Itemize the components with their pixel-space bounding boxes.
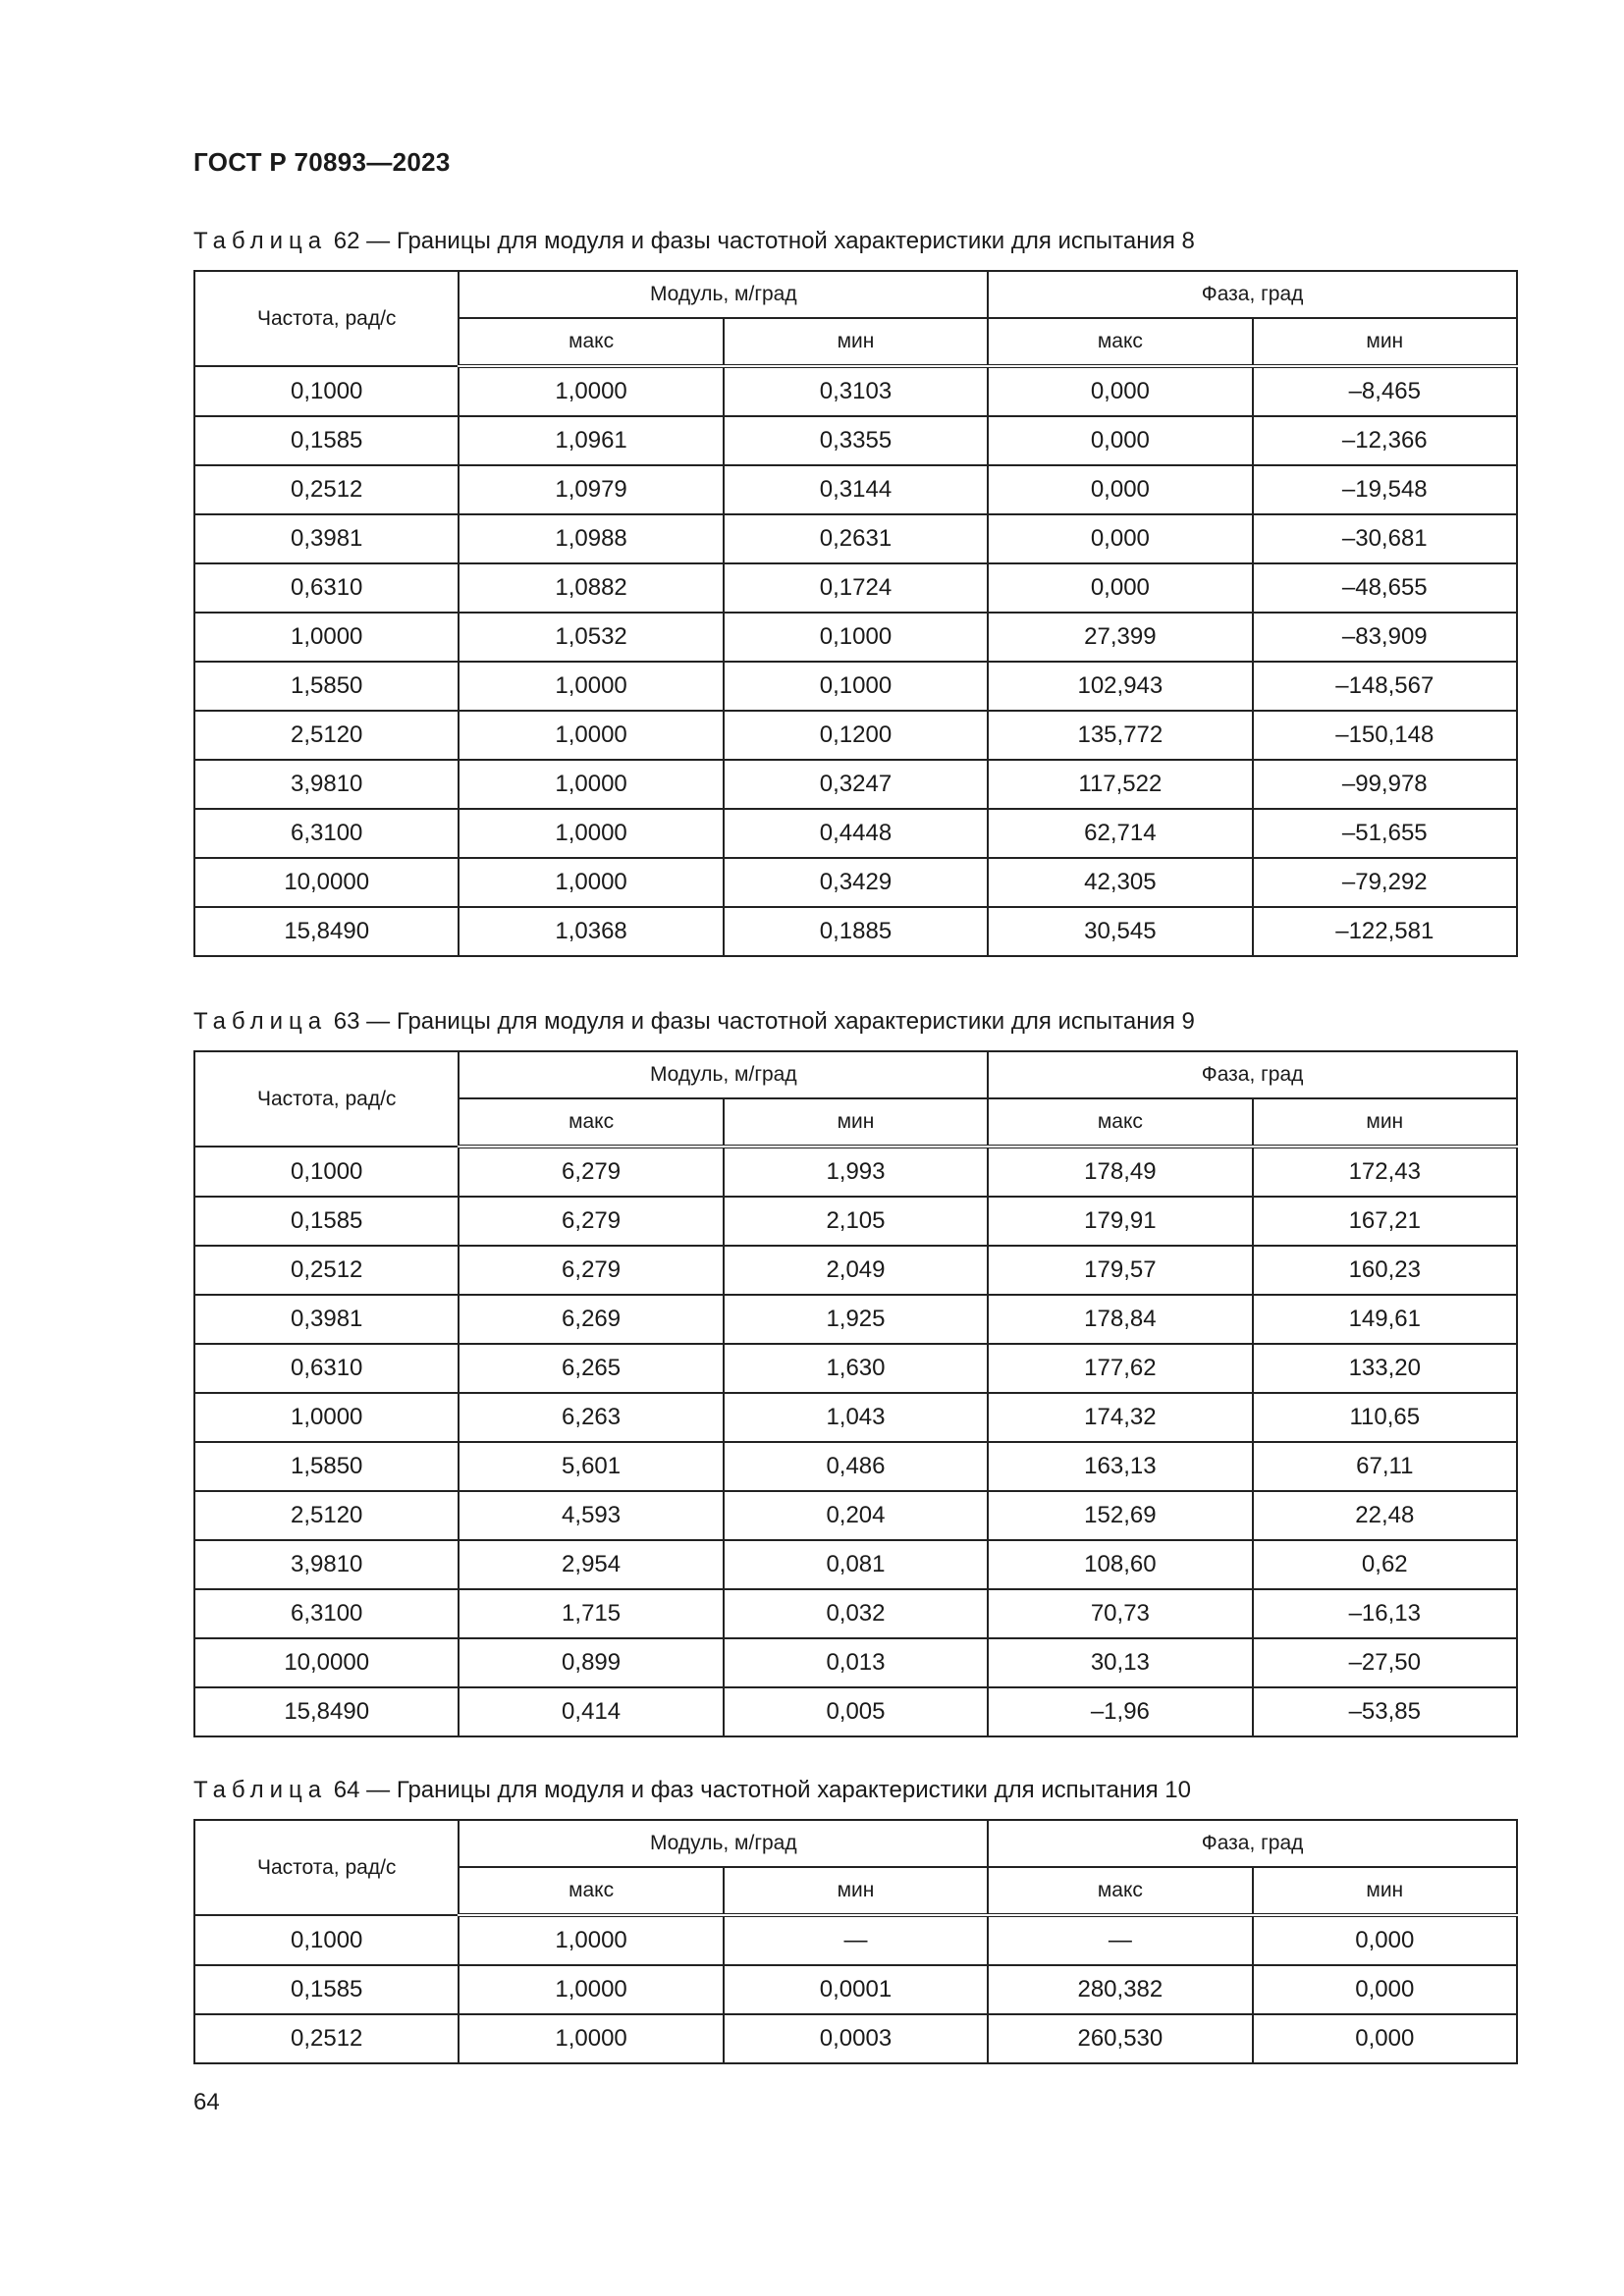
cell-modulus-max: 1,0961 <box>459 416 723 465</box>
cell-phase-min: 0,62 <box>1253 1540 1517 1589</box>
header-phase: Фаза, град <box>988 1820 1517 1867</box>
cell-frequency: 1,0000 <box>194 613 459 662</box>
header-modulus-min: мин <box>724 318 988 366</box>
table-64-body <box>194 1915 1517 2063</box>
cell-frequency: 10,0000 <box>194 858 459 907</box>
header-modulus-max: макс <box>459 1867 723 1915</box>
cell-phase-min: 133,20 <box>1253 1344 1517 1393</box>
cell-phase-max: — <box>988 1915 1252 1965</box>
cell-phase-max: 117,522 <box>988 760 1252 809</box>
cell-frequency: 6,3100 <box>194 809 459 858</box>
cell-phase-min: 160,23 <box>1253 1246 1517 1295</box>
cell-modulus-min: 0,0003 <box>724 2014 988 2063</box>
cell-frequency: 0,1585 <box>194 1197 459 1246</box>
cell-frequency: 0,2512 <box>194 1246 459 1295</box>
header-modulus-max: макс <box>459 1098 723 1147</box>
header-phase-max: макс <box>988 318 1252 366</box>
table-63-caption-text: 63 — Границы для модуля и фазы частотной характеристики для испытания 9 <box>333 1008 1195 1035</box>
cell-phase-max: 174,32 <box>988 1393 1252 1442</box>
cell-modulus-max: 1,0000 <box>459 2014 723 2063</box>
cell-frequency: 1,5850 <box>194 662 459 711</box>
cell-frequency: 1,0000 <box>194 1393 459 1442</box>
header-modulus: Модуль, м/град <box>459 1820 988 1867</box>
cell-phase-max: 177,62 <box>988 1344 1252 1393</box>
cell-phase-min: –48,655 <box>1253 563 1517 613</box>
cell-modulus-max: 1,0000 <box>459 809 723 858</box>
cell-frequency: 0,3981 <box>194 514 459 563</box>
cell-phase-max: 0,000 <box>988 366 1252 416</box>
cell-phase-max: 42,305 <box>988 858 1252 907</box>
cell-modulus-max: 6,279 <box>459 1147 723 1197</box>
cell-phase-min: –8,465 <box>1253 366 1517 416</box>
cell-modulus-max: 1,0000 <box>459 662 723 711</box>
cell-phase-min: –51,655 <box>1253 809 1517 858</box>
cell-phase-max: –1,96 <box>988 1687 1252 1736</box>
header-modulus: Модуль, м/град <box>459 1051 988 1098</box>
cell-phase-min: 67,11 <box>1253 1442 1517 1491</box>
cell-modulus-max: 0,899 <box>459 1638 723 1687</box>
table-64 <box>193 1819 1518 2064</box>
cell-phase-min: –19,548 <box>1253 465 1517 514</box>
table-row <box>194 711 1517 760</box>
cell-modulus-min: 0,3247 <box>724 760 988 809</box>
cell-phase-min: –16,13 <box>1253 1589 1517 1638</box>
cell-phase-min: –83,909 <box>1253 613 1517 662</box>
header-modulus-min: мин <box>724 1098 988 1147</box>
cell-phase-min: –53,85 <box>1253 1687 1517 1736</box>
cell-frequency: 0,2512 <box>194 2014 459 2063</box>
cell-frequency: 15,8490 <box>194 907 459 956</box>
cell-phase-max: 135,772 <box>988 711 1252 760</box>
cell-frequency: 0,3981 <box>194 1295 459 1344</box>
table-64-caption-word: Таблица <box>193 1777 328 1803</box>
cell-phase-max: 178,84 <box>988 1295 1252 1344</box>
table-row <box>194 2014 1517 2063</box>
table-62 <box>193 270 1518 957</box>
header-phase: Фаза, град <box>988 271 1517 318</box>
cell-modulus-min: 0,3355 <box>724 416 988 465</box>
table-row <box>194 613 1517 662</box>
table-64-caption-text: 64 — Границы для модуля и фаз частотной характеристики для испытания 10 <box>333 1777 1192 1803</box>
header-modulus: Модуль, м/град <box>459 271 988 318</box>
cell-phase-max: 0,000 <box>988 563 1252 613</box>
cell-phase-max: 280,382 <box>988 1965 1252 2014</box>
cell-modulus-max: 1,715 <box>459 1589 723 1638</box>
cell-frequency: 1,5850 <box>194 1442 459 1491</box>
cell-phase-min: 0,000 <box>1253 1915 1517 1965</box>
cell-modulus-min: 1,925 <box>724 1295 988 1344</box>
cell-phase-min: 0,000 <box>1253 1965 1517 2014</box>
header-frequency: Частота, рад/с <box>194 271 459 366</box>
table-row <box>194 1197 1517 1246</box>
cell-frequency: 0,6310 <box>194 1344 459 1393</box>
table-row <box>194 366 1517 416</box>
table-row <box>194 1147 1517 1197</box>
cell-modulus-min: 2,105 <box>724 1197 988 1246</box>
table-row <box>194 416 1517 465</box>
cell-modulus-max: 6,279 <box>459 1246 723 1295</box>
cell-modulus-min: 0,032 <box>724 1589 988 1638</box>
cell-phase-min: –148,567 <box>1253 662 1517 711</box>
header-phase-max: макс <box>988 1098 1252 1147</box>
cell-modulus-min: 0,3144 <box>724 465 988 514</box>
cell-modulus-min: 0,1885 <box>724 907 988 956</box>
cell-frequency: 0,1585 <box>194 1965 459 2014</box>
cell-modulus-max: 1,0532 <box>459 613 723 662</box>
cell-modulus-min: 0,1724 <box>724 563 988 613</box>
cell-phase-min: –99,978 <box>1253 760 1517 809</box>
table-row <box>194 1638 1517 1687</box>
cell-modulus-max: 1,0000 <box>459 1915 723 1965</box>
cell-modulus-min: 0,2631 <box>724 514 988 563</box>
cell-phase-max: 30,545 <box>988 907 1252 956</box>
cell-phase-min: 167,21 <box>1253 1197 1517 1246</box>
cell-phase-max: 102,943 <box>988 662 1252 711</box>
cell-frequency: 0,1000 <box>194 1915 459 1965</box>
table-row <box>194 1246 1517 1295</box>
cell-phase-min: –27,50 <box>1253 1638 1517 1687</box>
table-64-caption <box>193 1777 1191 1804</box>
cell-phase-max: 178,49 <box>988 1147 1252 1197</box>
table-row <box>194 1589 1517 1638</box>
cell-phase-max: 163,13 <box>988 1442 1252 1491</box>
cell-phase-max: 30,13 <box>988 1638 1252 1687</box>
table-row <box>194 760 1517 809</box>
cell-modulus-max: 6,263 <box>459 1393 723 1442</box>
table-row <box>194 1295 1517 1344</box>
cell-modulus-max: 1,0882 <box>459 563 723 613</box>
cell-phase-min: –150,148 <box>1253 711 1517 760</box>
cell-modulus-min: 0,4448 <box>724 809 988 858</box>
cell-modulus-min: 1,630 <box>724 1344 988 1393</box>
cell-modulus-min: — <box>724 1915 988 1965</box>
cell-phase-min: –12,366 <box>1253 416 1517 465</box>
cell-phase-max: 152,69 <box>988 1491 1252 1540</box>
cell-frequency: 3,9810 <box>194 760 459 809</box>
header-phase: Фаза, град <box>988 1051 1517 1098</box>
cell-modulus-max: 2,954 <box>459 1540 723 1589</box>
header-phase-min: мин <box>1253 1098 1517 1147</box>
cell-modulus-min: 0,204 <box>724 1491 988 1540</box>
table-row <box>194 514 1517 563</box>
cell-modulus-min: 1,993 <box>724 1147 988 1197</box>
cell-phase-min: –122,581 <box>1253 907 1517 956</box>
cell-phase-max: 62,714 <box>988 809 1252 858</box>
cell-modulus-max: 1,0988 <box>459 514 723 563</box>
cell-phase-max: 108,60 <box>988 1540 1252 1589</box>
cell-modulus-min: 0,005 <box>724 1687 988 1736</box>
table-row <box>194 1344 1517 1393</box>
cell-phase-min: 110,65 <box>1253 1393 1517 1442</box>
cell-modulus-min: 0,1000 <box>724 662 988 711</box>
cell-phase-max: 0,000 <box>988 514 1252 563</box>
table-row <box>194 1915 1517 1965</box>
cell-phase-min: 22,48 <box>1253 1491 1517 1540</box>
cell-frequency: 15,8490 <box>194 1687 459 1736</box>
cell-modulus-min: 0,486 <box>724 1442 988 1491</box>
cell-frequency: 0,1000 <box>194 366 459 416</box>
table-row <box>194 1540 1517 1589</box>
cell-frequency: 2,5120 <box>194 711 459 760</box>
cell-frequency: 0,2512 <box>194 465 459 514</box>
cell-frequency: 6,3100 <box>194 1589 459 1638</box>
cell-phase-max: 70,73 <box>988 1589 1252 1638</box>
cell-modulus-min: 1,043 <box>724 1393 988 1442</box>
cell-frequency: 0,6310 <box>194 563 459 613</box>
table-row <box>194 809 1517 858</box>
cell-modulus-max: 6,279 <box>459 1197 723 1246</box>
table-63-caption <box>193 1008 1195 1036</box>
table-62-caption-word: Таблица <box>193 228 328 254</box>
header-modulus-min: мин <box>724 1867 988 1915</box>
cell-phase-max: 260,530 <box>988 2014 1252 2063</box>
cell-modulus-min: 0,081 <box>724 1540 988 1589</box>
header-phase-min: мин <box>1253 1867 1517 1915</box>
cell-frequency: 3,9810 <box>194 1540 459 1589</box>
cell-modulus-min: 0,3429 <box>724 858 988 907</box>
cell-modulus-max: 1,0368 <box>459 907 723 956</box>
table-62-caption-text: 62 — Границы для модуля и фазы частотной характеристики для испытания 8 <box>333 228 1195 254</box>
cell-modulus-min: 2,049 <box>724 1246 988 1295</box>
cell-phase-min: 172,43 <box>1253 1147 1517 1197</box>
cell-modulus-max: 1,0000 <box>459 711 723 760</box>
cell-modulus-max: 1,0000 <box>459 858 723 907</box>
cell-frequency: 10,0000 <box>194 1638 459 1687</box>
table-62-caption <box>193 228 1195 255</box>
cell-phase-max: 179,91 <box>988 1197 1252 1246</box>
cell-modulus-min: 0,013 <box>724 1638 988 1687</box>
table-row <box>194 907 1517 956</box>
table-63 <box>193 1050 1518 1737</box>
cell-phase-min: 149,61 <box>1253 1295 1517 1344</box>
cell-phase-max: 0,000 <box>988 416 1252 465</box>
cell-phase-max: 179,57 <box>988 1246 1252 1295</box>
header-frequency: Частота, рад/с <box>194 1820 459 1915</box>
page-number: 64 <box>193 2089 220 2115</box>
header-frequency: Частота, рад/с <box>194 1051 459 1147</box>
cell-modulus-min: 0,0001 <box>724 1965 988 2014</box>
cell-modulus-max: 1,0000 <box>459 366 723 416</box>
cell-modulus-max: 1,0000 <box>459 760 723 809</box>
table-row <box>194 465 1517 514</box>
cell-modulus-min: 0,1200 <box>724 711 988 760</box>
cell-phase-min: –30,681 <box>1253 514 1517 563</box>
header-phase-max: макс <box>988 1867 1252 1915</box>
table-62-body <box>194 366 1517 956</box>
table-row <box>194 1965 1517 2014</box>
cell-phase-min: 0,000 <box>1253 2014 1517 2063</box>
header-phase-min: мин <box>1253 318 1517 366</box>
table-row <box>194 1491 1517 1540</box>
table-63-caption-word: Таблица <box>193 1008 328 1035</box>
cell-modulus-max: 6,269 <box>459 1295 723 1344</box>
cell-frequency: 2,5120 <box>194 1491 459 1540</box>
table-row <box>194 1442 1517 1491</box>
cell-phase-max: 27,399 <box>988 613 1252 662</box>
cell-phase-min: –79,292 <box>1253 858 1517 907</box>
table-row <box>194 563 1517 613</box>
cell-modulus-max: 5,601 <box>459 1442 723 1491</box>
cell-modulus-max: 6,265 <box>459 1344 723 1393</box>
table-row <box>194 858 1517 907</box>
cell-frequency: 0,1000 <box>194 1147 459 1197</box>
table-row <box>194 1687 1517 1736</box>
cell-modulus-max: 0,414 <box>459 1687 723 1736</box>
cell-frequency: 0,1585 <box>194 416 459 465</box>
cell-modulus-min: 0,3103 <box>724 366 988 416</box>
cell-phase-max: 0,000 <box>988 465 1252 514</box>
cell-modulus-min: 0,1000 <box>724 613 988 662</box>
cell-modulus-max: 1,0000 <box>459 1965 723 2014</box>
header-modulus-max: макс <box>459 318 723 366</box>
table-row <box>194 662 1517 711</box>
document-header: ГОСТ Р 70893—2023 <box>193 147 451 177</box>
cell-modulus-max: 1,0979 <box>459 465 723 514</box>
table-row <box>194 1393 1517 1442</box>
cell-modulus-max: 4,593 <box>459 1491 723 1540</box>
table-63-body <box>194 1147 1517 1736</box>
